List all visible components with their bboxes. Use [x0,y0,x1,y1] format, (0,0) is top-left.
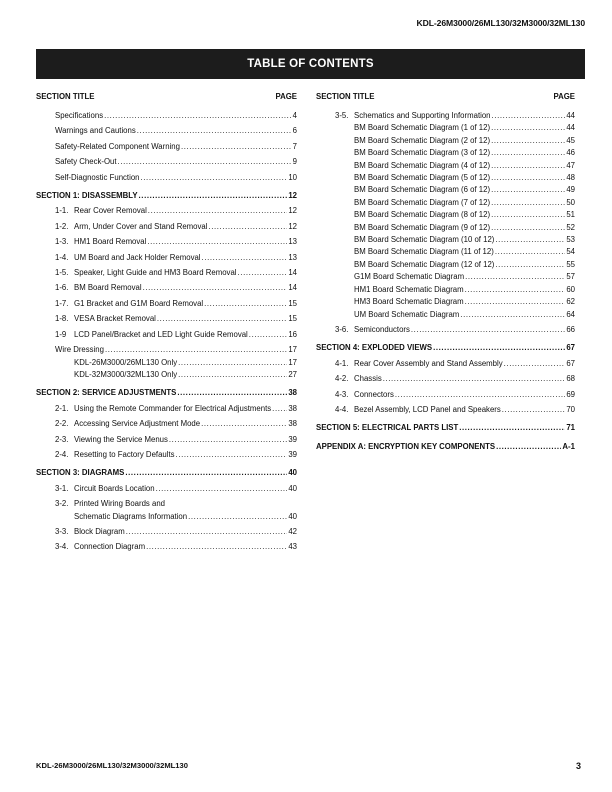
toc-entry[interactable]: Safety Check-Out ..... 9 [36,156,297,168]
toc-entry[interactable]: 3-4. Connection Diagram ..... 43 [36,541,297,553]
toc-entry[interactable]: 1-6. BM Board Removal ..... 14 [36,282,297,294]
toc-entry[interactable]: 1-7. G1 Bracket and G1M Board Removal ..... 15 [36,298,297,310]
toc-entry[interactable]: Specifications ..... 4 [36,110,297,122]
footer-model-number: KDL-26M3000/26ML130/32M3000/32ML130 [36,761,188,770]
toc-entry[interactable]: 4-1. Rear Cover Assembly and Stand Assembly ..... 67 [316,358,575,370]
header-model-number: KDL-26M3000/26ML130/32M3000/32ML130 [416,18,585,28]
toc-entry[interactable]: BM Board Schematic Diagram (6 of 12) ..... 49 [316,184,575,196]
toc-entry[interactable]: Schematic Diagrams Information ..... 40 [36,511,297,523]
toc-section-heading[interactable]: APPENDIX A: ENCRYPTION KEY COMPONENTS ..... A-1 [316,441,575,453]
toc-entry[interactable]: BM Board Schematic Diagram (5 of 12) ..... 48 [316,172,575,184]
toc-entry[interactable]: G1M Board Schematic Diagram ..... 57 [316,271,575,283]
toc-entry[interactable]: BM Board Schematic Diagram (2 of 12) ..... 45 [316,135,575,147]
toc-entry[interactable]: BM Board Schematic Diagram (10 of 12) ..... 53 [316,234,575,246]
toc-section-heading[interactable]: SECTION 5: ELECTRICAL PARTS LIST ..... 71 [316,422,575,434]
column-header [36,92,297,103]
toc-entry[interactable]: 2-4. Resetting to Factory Defaults ..... 39 [36,449,297,461]
toc-entry[interactable]: HM3 Board Schematic Diagram ..... 62 [316,296,575,308]
page-heading: PAGE [275,92,297,101]
toc-column-right [316,92,575,453]
toc-entry[interactable]: BM Board Schematic Diagram (12 of 12) ..... 55 [316,259,575,271]
toc-entry[interactable]: BM Board Schematic Diagram (9 of 12) ..... 52 [316,222,575,234]
toc-entry[interactable]: 3-1. Circuit Boards Location ..... 40 [36,483,297,495]
page-number: 3 [575,761,581,771]
toc-entry[interactable]: HM1 Board Schematic Diagram ..... 60 [316,284,575,296]
toc-entry[interactable]: 1-2. Arm, Under Cover and Stand Removal ..... 12 [36,221,297,233]
toc-entry[interactable]: BM Board Schematic Diagram (8 of 12) ..... 51 [316,209,575,221]
toc-entry[interactable]: 3-2. Printed Wiring Boards and [55,499,166,509]
toc-entry[interactable]: BM Board Schematic Diagram (7 of 12) ..... 50 [316,197,575,209]
toc-entry[interactable]: Self-Diagnostic Function ..... 10 [36,172,297,184]
section-title-heading: SECTION TITLE [36,92,95,101]
toc-entry[interactable]: UM Board Schematic Diagram ..... 64 [316,309,575,321]
toc-entry[interactable]: 1-4. UM Board and Jack Holder Removal ..... 13 [36,252,297,264]
toc-entry[interactable]: 3-6. Semiconductors ..... 66 [316,324,575,336]
toc-entry[interactable]: KDL-26M3000/26ML130 Only ..... 17 [36,357,297,369]
toc-section-heading[interactable]: SECTION 1: DISASSEMBLY ..... 12 [36,190,297,202]
toc-section-heading[interactable]: SECTION 4: EXPLODED VIEWS ..... 67 [316,342,575,354]
toc-section-heading[interactable]: SECTION 3: DIAGRAMS ..... 40 [36,467,297,479]
page-title: TABLE OF CONTENTS [36,49,585,79]
toc-entry[interactable]: 3-3. Block Diagram ..... 42 [36,526,297,538]
toc-entry[interactable]: BM Board Schematic Diagram (1 of 12) ..... 44 [316,122,575,134]
toc-entry[interactable]: 1-8. VESA Bracket Removal ..... 15 [36,313,297,325]
toc-entry[interactable]: 4-2. Chassis ..... 68 [316,373,575,385]
toc-entry[interactable]: 1-3. HM1 Board Removal ..... 13 [36,236,297,248]
toc-entry[interactable]: Safety-Related Component Warning ..... 7 [36,141,297,153]
toc-entry[interactable]: 4-4. Bezel Assembly, LCD Panel and Speakers ..... 70 [316,404,575,416]
toc-column-left [36,92,297,554]
toc-entry[interactable]: 1-1. Rear Cover Removal ..... 12 [36,205,297,217]
toc-entry[interactable]: 4-3. Connectors ..... 69 [316,389,575,401]
toc-entry[interactable]: 2-1. Using the Remote Commander for Electrical Adjustments ..... 38 [36,403,297,415]
toc-entry[interactable]: BM Board Schematic Diagram (3 of 12) ..... 46 [316,147,575,159]
toc-entry[interactable]: 1-9 LCD Panel/Bracket and LED Light Guide Removal ..... 16 [36,329,297,341]
toc-entry[interactable]: 2-2. Accessing Service Adjustment Mode ..... 38 [36,418,297,430]
toc-entry[interactable]: BM Board Schematic Diagram (4 of 12) ..... 47 [316,160,575,172]
section-title-heading: SECTION TITLE [316,92,375,101]
toc-entry[interactable]: BM Board Schematic Diagram (11 of 12) ..... 54 [316,246,575,258]
page-heading: PAGE [553,92,575,101]
toc-entry[interactable]: Warnings and Cautions ..... 6 [36,125,297,137]
toc-entry[interactable]: KDL-32M3000/32ML130 Only ..... 27 [36,369,297,381]
toc-entry[interactable]: Wire Dressing ..... 17 [36,344,297,356]
toc-entry[interactable]: 2-3. Viewing the Service Menus ..... 39 [36,434,297,446]
toc-entry[interactable]: 3-5. Schematics and Supporting Information ..... 44 [316,110,575,122]
column-header [316,92,575,103]
toc-section-heading[interactable]: SECTION 2: SERVICE ADJUSTMENTS ..... 38 [36,387,297,399]
toc-entry[interactable]: 1-5. Speaker, Light Guide and HM3 Board Removal ..... 14 [36,267,297,279]
